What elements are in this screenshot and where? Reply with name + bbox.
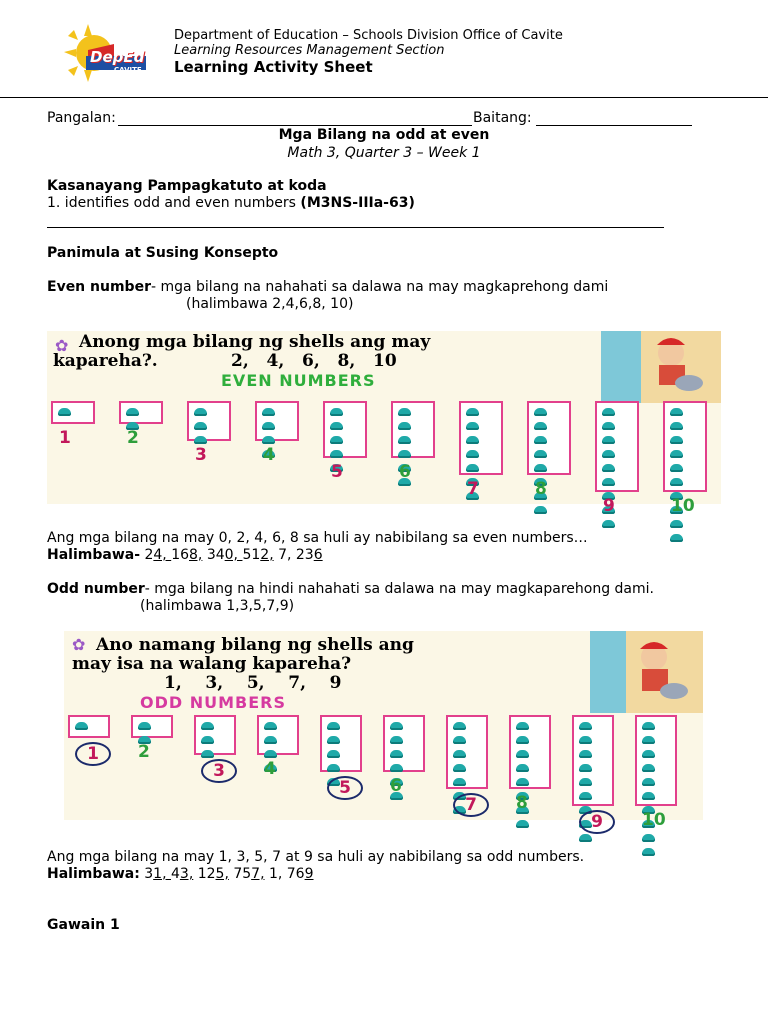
shell-icon xyxy=(453,764,466,772)
deped-logo xyxy=(60,22,160,84)
number-label: 3 xyxy=(195,445,207,465)
example-number-prefix: 51 xyxy=(242,547,261,563)
example-number-prefix: 2 xyxy=(140,547,154,563)
number-label: 5 xyxy=(331,462,343,482)
shell-box xyxy=(446,715,488,789)
grade-blank-line[interactable] xyxy=(536,125,692,126)
shell-box xyxy=(68,715,110,738)
shell-icon xyxy=(670,436,683,444)
even-example: (halimbawa 2,4,6,8, 10) xyxy=(186,296,354,312)
shell-box xyxy=(509,715,551,789)
shell-icon xyxy=(602,422,615,430)
even-examples-label: Halimbawa- xyxy=(47,547,141,563)
flower-icon: ✿ xyxy=(72,635,86,654)
shell-icon xyxy=(398,422,411,430)
shell-box xyxy=(635,715,677,806)
shell-icon xyxy=(602,478,615,486)
example-number-prefix: 3 xyxy=(139,866,154,882)
shell-box xyxy=(131,715,173,738)
name-blank-line[interactable] xyxy=(118,125,472,126)
shell-icon xyxy=(602,464,615,472)
shell-icon xyxy=(138,722,151,730)
shell-icon xyxy=(453,736,466,744)
shell-icon xyxy=(201,750,214,758)
shell-icon xyxy=(194,422,207,430)
even-numbers-illustration xyxy=(47,331,721,516)
odd-panel-question-2: may isa na walang kapareha? xyxy=(72,654,352,674)
boy-with-shells-icon xyxy=(590,631,703,713)
shell-icon xyxy=(264,736,277,744)
shell-icon xyxy=(670,478,683,486)
shell-icon xyxy=(466,422,479,430)
example-number-last-digit: 6 xyxy=(313,547,323,563)
shell-icon xyxy=(579,722,592,730)
shell-box xyxy=(187,401,231,441)
number-label: 7 xyxy=(453,793,489,817)
example-number-prefix: 75 xyxy=(228,866,252,882)
number-label: 5 xyxy=(327,776,363,800)
even-panel-numbers: 2, 4, 6, 8, 10 xyxy=(231,351,397,371)
even-panel-question-1: Anong mga bilang ng shells ang may xyxy=(79,332,431,352)
shell-icon xyxy=(670,534,683,542)
number-label: 8 xyxy=(535,479,547,499)
logo-subtext: CAVITE xyxy=(114,66,142,74)
shell-icon xyxy=(75,722,88,730)
activity-heading: Gawain 1 xyxy=(47,917,120,933)
shell-icon xyxy=(453,750,466,758)
boy-illustration xyxy=(601,331,721,403)
shell-icon xyxy=(516,820,529,828)
boy-illustration xyxy=(590,631,703,713)
shell-icon xyxy=(642,848,655,856)
shell-icon xyxy=(201,722,214,730)
header-section: Learning Resources Management Section xyxy=(174,43,445,58)
shell-icon xyxy=(330,422,343,430)
shell-icon xyxy=(516,750,529,758)
example-number-prefix: 1, 76 xyxy=(264,866,305,882)
shell-icon xyxy=(453,722,466,730)
shell-icon xyxy=(516,722,529,730)
shell-icon xyxy=(453,778,466,786)
example-number-last-digit: 7, xyxy=(251,866,265,882)
competency-text: 1. identifies odd and even numbers xyxy=(47,195,301,211)
example-number-prefix: 34 xyxy=(202,547,225,563)
number-label: 2 xyxy=(127,428,139,448)
odd-summary: Ang mga bilang na may 1, 3, 5, 7 at 9 sa huli ay nabibilang sa odd numbers. xyxy=(47,849,585,865)
shell-icon xyxy=(579,778,592,786)
shell-icon xyxy=(642,722,655,730)
odd-panel-question-1: Ano namang bilang ng shells ang xyxy=(96,635,414,655)
example-number-prefix: 16 xyxy=(171,547,190,563)
shell-icon xyxy=(579,750,592,758)
shell-icon xyxy=(602,450,615,458)
shell-box xyxy=(663,401,707,492)
competency-code: (M3NS-IIIa-63) xyxy=(300,195,415,211)
example-number-last-digit: 4, xyxy=(153,547,172,563)
shell-box xyxy=(119,401,163,424)
intro-heading: Panimula at Susing Konsepto xyxy=(47,245,279,261)
competency-heading: Kasanayang Pampagkatuto at koda xyxy=(47,178,327,194)
shell-icon xyxy=(390,764,403,772)
shell-icon xyxy=(126,408,139,416)
competency-underline xyxy=(47,227,664,228)
shell-icon xyxy=(642,764,655,772)
shell-icon xyxy=(579,736,592,744)
shell-icon xyxy=(330,408,343,416)
shell-box xyxy=(257,715,299,755)
even-definition xyxy=(47,279,608,296)
even-examples-list xyxy=(140,547,323,563)
flower-icon: ✿ xyxy=(55,336,69,355)
logo-text: DepEd xyxy=(90,48,145,66)
shell-icon xyxy=(670,464,683,472)
number-label: 8 xyxy=(516,793,528,813)
shell-icon xyxy=(579,764,592,772)
shell-box xyxy=(459,401,503,475)
example-number-last-digit: 3, xyxy=(179,866,194,882)
competency-item xyxy=(47,195,415,212)
shell-icon xyxy=(194,436,207,444)
even-summary: Ang mga bilang na may 0, 2, 4, 6, 8 sa huli ay nabibilang sa even numbers… xyxy=(47,530,588,546)
even-panel-question-2: kapareha?. xyxy=(53,351,158,371)
odd-examples-label: Halimbawa: xyxy=(47,866,140,882)
name-label: Pangalan: xyxy=(47,110,116,126)
shell-icon xyxy=(579,792,592,800)
shell-icon xyxy=(58,408,71,416)
shell-box xyxy=(383,715,425,772)
shell-icon xyxy=(327,722,340,730)
example-number-prefix: 4 xyxy=(170,866,180,882)
odd-example: (halimbawa 1,3,5,7,9) xyxy=(140,598,295,614)
shell-icon xyxy=(390,736,403,744)
number-label: 9 xyxy=(603,496,615,516)
odd-panel-numbers: 1, 3, 5, 7, 9 xyxy=(164,673,342,693)
shell-icon xyxy=(602,520,615,528)
example-number-last-digit: 8, xyxy=(189,547,203,563)
lesson-subtitle: Math 3, Quarter 3 – Week 1 xyxy=(287,145,481,161)
shell-icon xyxy=(534,506,547,514)
shell-box xyxy=(572,715,614,806)
number-label: 4 xyxy=(264,759,276,779)
shell-icon xyxy=(466,464,479,472)
shell-box xyxy=(194,715,236,755)
lesson-title: Mga Bilang na odd at even xyxy=(278,127,490,143)
shell-icon xyxy=(466,408,479,416)
shell-box xyxy=(391,401,435,458)
odd-numbers-illustration xyxy=(64,631,703,832)
shell-box xyxy=(323,401,367,458)
example-number-last-digit: 9 xyxy=(304,866,314,882)
number-label: 6 xyxy=(399,462,411,482)
shell-icon xyxy=(516,778,529,786)
shell-icon xyxy=(602,408,615,416)
shell-icon xyxy=(398,408,411,416)
shell-box xyxy=(320,715,362,772)
shell-icon xyxy=(534,436,547,444)
odd-examples-list xyxy=(140,866,314,882)
shell-icon xyxy=(262,436,275,444)
odd-definition xyxy=(47,581,654,598)
shell-icon xyxy=(642,778,655,786)
shell-icon xyxy=(262,408,275,416)
shell-icon xyxy=(262,422,275,430)
shell-icon xyxy=(534,450,547,458)
number-label: 4 xyxy=(263,445,275,465)
shell-icon xyxy=(670,520,683,528)
example-number-prefix: 7, 23 xyxy=(273,547,314,563)
shell-icon xyxy=(330,436,343,444)
even-examples xyxy=(47,547,323,564)
shell-icon xyxy=(398,450,411,458)
example-number-prefix: 12 xyxy=(193,866,216,882)
shell-icon xyxy=(534,464,547,472)
number-label: 10 xyxy=(642,810,666,830)
header-divider xyxy=(0,97,768,98)
shell-box xyxy=(51,401,95,424)
shell-icon xyxy=(466,436,479,444)
shell-icon xyxy=(670,450,683,458)
number-label: 7 xyxy=(467,479,479,499)
number-label: 6 xyxy=(390,776,402,796)
header-org: Department of Education – Schools Division Office of Cavite xyxy=(174,28,563,43)
odd-term: Odd number xyxy=(47,581,145,597)
shell-icon xyxy=(534,422,547,430)
number-label: 10 xyxy=(671,496,695,516)
even-banner: EVEN NUMBERS xyxy=(221,371,376,390)
shell-icon xyxy=(327,750,340,758)
shell-icon xyxy=(390,750,403,758)
shell-icon xyxy=(327,764,340,772)
example-number-last-digit: 0, xyxy=(224,547,243,563)
shell-icon xyxy=(642,834,655,842)
number-label: 9 xyxy=(579,810,615,834)
shell-box xyxy=(255,401,299,441)
odd-banner: ODD NUMBERS xyxy=(140,693,287,712)
shell-icon xyxy=(642,792,655,800)
shell-icon xyxy=(516,764,529,772)
number-label: 1 xyxy=(59,428,71,448)
shell-icon xyxy=(534,408,547,416)
number-label: 2 xyxy=(138,742,150,762)
shell-icon xyxy=(670,422,683,430)
example-number-last-digit: 1, xyxy=(153,866,171,882)
shell-icon xyxy=(642,736,655,744)
shell-box xyxy=(595,401,639,492)
odd-examples xyxy=(47,866,314,883)
shell-icon xyxy=(670,408,683,416)
odd-definition-text: - mga bilang na hindi nahahati sa dalawa na may magkaparehong dami. xyxy=(144,581,654,597)
shell-icon xyxy=(264,750,277,758)
shell-icon xyxy=(466,450,479,458)
shell-icon xyxy=(602,436,615,444)
even-definition-text: - mga bilang na nahahati sa dalawa na may magkaprehong dami xyxy=(150,279,609,295)
boy-with-shells-icon xyxy=(601,331,721,403)
example-number-last-digit: 5, xyxy=(215,866,229,882)
header-sheet-title: Learning Activity Sheet xyxy=(174,58,373,76)
shell-icon xyxy=(330,450,343,458)
shell-box xyxy=(527,401,571,475)
shell-icon xyxy=(327,736,340,744)
shell-icon xyxy=(642,750,655,758)
grade-label: Baitang: xyxy=(473,110,532,126)
shell-icon xyxy=(390,722,403,730)
shell-icon xyxy=(201,736,214,744)
even-term: Even number xyxy=(47,279,151,295)
shell-icon xyxy=(194,408,207,416)
shell-icon xyxy=(264,722,277,730)
number-label: 1 xyxy=(75,742,111,766)
shell-icon xyxy=(579,834,592,842)
shell-icon xyxy=(516,736,529,744)
example-number-last-digit: 2, xyxy=(260,547,274,563)
number-label: 3 xyxy=(201,759,237,783)
shell-icon xyxy=(398,436,411,444)
